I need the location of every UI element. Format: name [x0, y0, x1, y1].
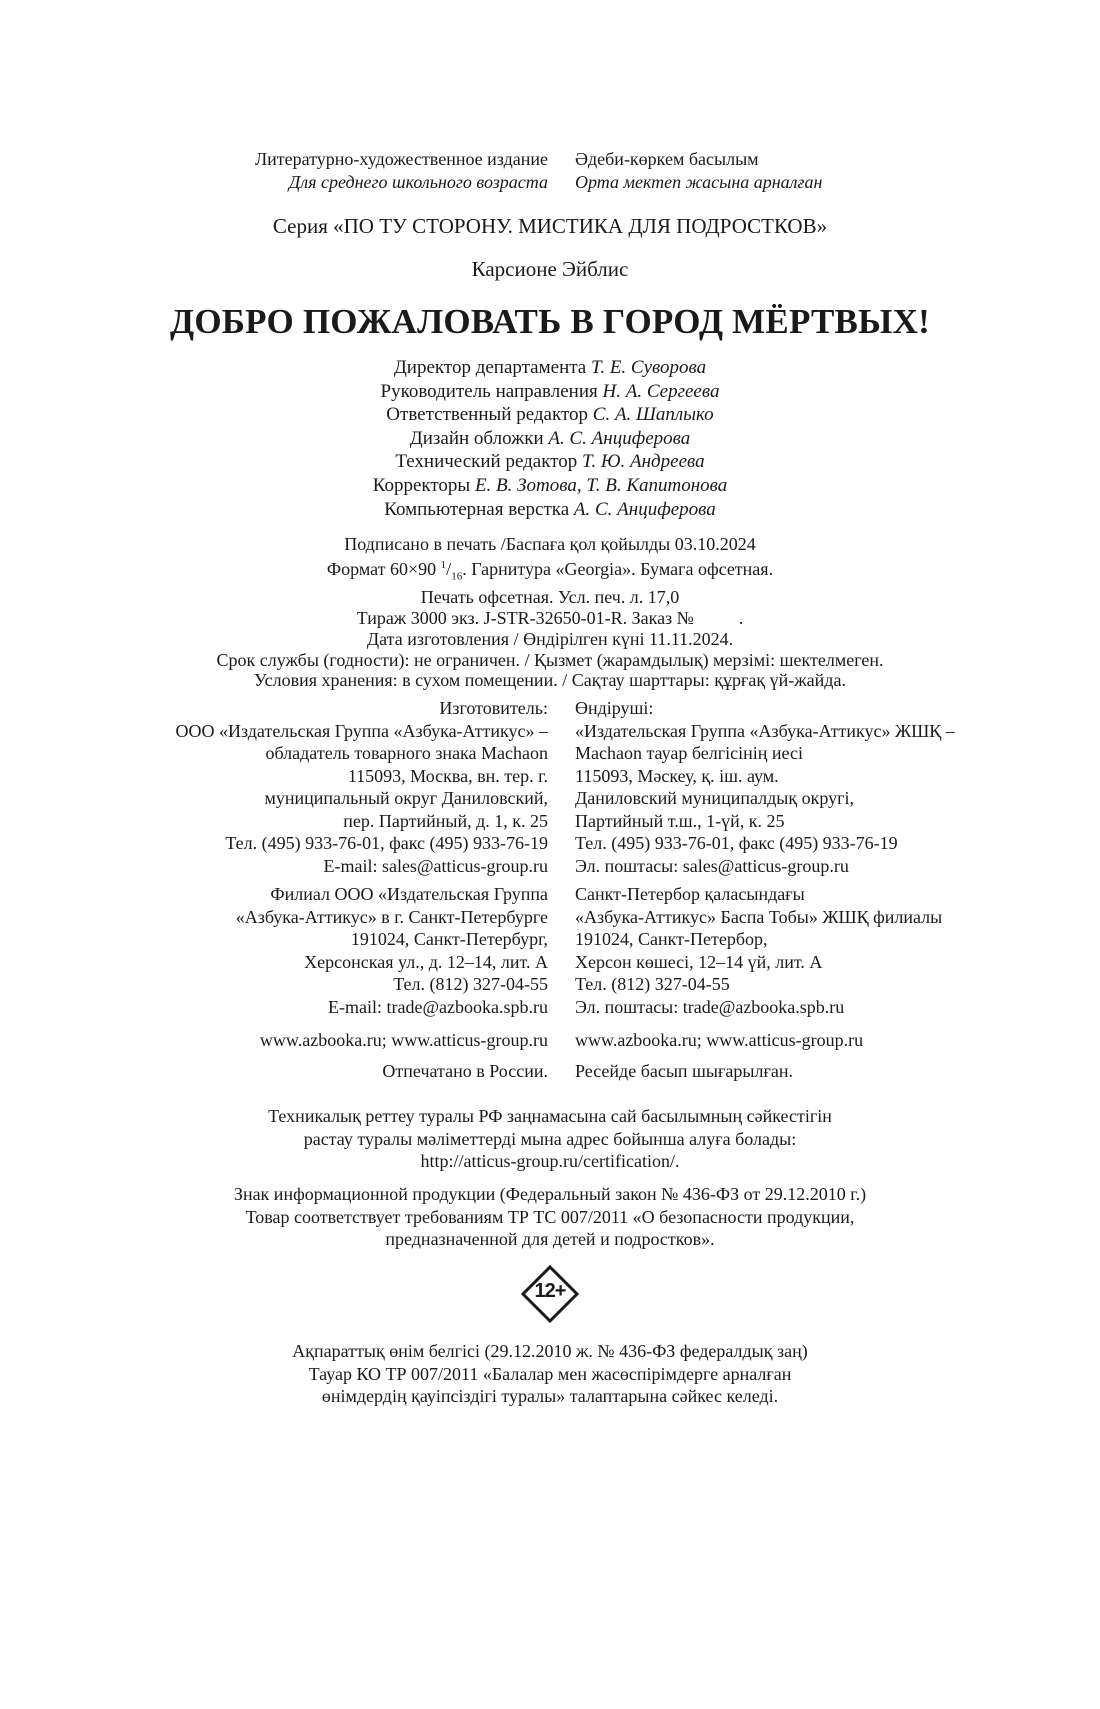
audience-kz: Орта мектеп жасына арналған: [575, 171, 823, 192]
print-info: [0, 534, 1100, 691]
text-line: Даниловский муниципалдық округі,: [575, 788, 854, 808]
text-line: Ресейде басып шығарылған.: [575, 1061, 793, 1081]
text-line: обладатель товарного знака Machaon: [265, 743, 548, 763]
text-line: Е. В. Зотова, Т. В. Капитонова: [474, 474, 728, 496]
column-row: [0, 787, 1100, 810]
text-line: Херсонская ул., д. 12–14, лит. А: [304, 951, 548, 972]
text-line: растау туралы мәліметтерді мына адрес бойынша алуға болады:: [303, 1128, 797, 1149]
circulation-line: Тираж 3000 экз. J-STR-32650-01-R. Заказ № .: [356, 607, 744, 628]
text-line: Технический редактор: [395, 451, 583, 473]
column-row: [0, 996, 1100, 1019]
text-line: Эл. поштасы: trade@azbooka.spb.ru: [575, 996, 845, 1017]
text-line: «Азбука-Аттикус» в г. Санкт-Петербурге: [235, 906, 548, 927]
text-line: Т. Ю. Андреева: [582, 451, 705, 473]
manufacturer-block: [0, 697, 1100, 877]
storage-conditions: Условия хранения: в сухом помещении. / Сақтау шарттары: құрғақ үй-жайда.: [254, 670, 846, 691]
edition-type-kz: Әдеби-көркем басылым: [575, 149, 759, 169]
text-line: Ответственный редактор: [386, 404, 593, 426]
text-line: Т. Е. Суворова: [590, 357, 707, 378]
signed-date: Подписано в печать /Баспаға қол қойылды 03.10.2024: [344, 534, 756, 554]
credit-line: [0, 403, 1100, 427]
column-row: [0, 148, 1100, 171]
text-line: «Азбука-Аттикус» Баспа Тобы» ЖШҚ филиалы: [575, 906, 943, 927]
certification-url[interactable]: http://atticus-group.ru/certification/.: [420, 1151, 680, 1171]
text-line: предназначенной для детей и подростков».: [385, 1229, 715, 1249]
edition-header: [0, 148, 1100, 193]
column-row: [0, 720, 1100, 743]
credit-line: [0, 474, 1100, 498]
text-line: 115093, Мәскеу, қ. іш. аум.: [575, 765, 779, 786]
website-link[interactable]: www.azbooka.ru; www.atticus-group.ru: [259, 1030, 548, 1050]
text-line: 16: [451, 570, 463, 583]
text-line: Формат 60×90: [326, 558, 441, 579]
manufactured-date: Дата изготовления / Өндірілген күні 11.11.2024.: [366, 628, 734, 649]
text-line: Ақпараттық өнім белгісі (29.12.2010 ж. № 436-ФЗ федералдық заң): [292, 1341, 808, 1361]
credit-line: [0, 450, 1100, 474]
text-line: Руководитель направления: [380, 380, 603, 402]
text-line: муниципальный округ Даниловский,: [264, 788, 548, 808]
website-link[interactable]: www.azbooka.ru; www.atticus-group.ru: [575, 1030, 864, 1050]
edition-type-ru: Литературно-художественное издание: [254, 149, 548, 169]
text-line: 115093, Москва, вн. тер. г.: [347, 765, 548, 786]
column-row: [0, 697, 1100, 720]
text-line: пер. Партийный, д. 1, к. 25: [343, 810, 548, 831]
text-line: Филиал ООО «Издательская Группа: [270, 884, 548, 904]
certification-note: [0, 1105, 1100, 1173]
column-row: [0, 973, 1100, 996]
info-sign-kz: [0, 1340, 1100, 1408]
text-line: Дизайн обложки: [409, 427, 549, 449]
column-row: [0, 928, 1100, 951]
info-sign-ru: [0, 1183, 1100, 1251]
text-line: Санкт-Петербор қаласындағы: [575, 884, 805, 904]
age-rating-text: 12+: [534, 1280, 566, 1302]
author-name: Карсионе Эйблис: [471, 257, 629, 281]
column-row: [0, 171, 1100, 194]
column-row: [0, 1060, 1100, 1083]
text-line: Техникалық реттеу туралы РФ заңнамасына сай басылымның сәйкестігін: [268, 1106, 832, 1126]
text-line: Тел. (812) 327-04-55: [393, 974, 548, 994]
websites: [0, 1029, 1100, 1052]
credit-line: [0, 498, 1100, 522]
column-row: [0, 742, 1100, 765]
text-line: 1: [440, 558, 447, 571]
text-line: Н. А. Сергеева: [602, 380, 720, 402]
credit-line: [0, 356, 1100, 380]
text-line: А. С. Анциферова: [573, 498, 716, 520]
text-line: . Гарнитура «Georgia». Бумага офсетная.: [462, 558, 774, 579]
text-line: Тел. (495) 933-76-01, факс (495) 933-76-19: [575, 833, 898, 853]
text-line: Компьютерная верстка: [384, 498, 574, 520]
text-line: Отпечатано в России.: [382, 1061, 548, 1081]
text-line: E-mail: sales@atticus-group.ru: [323, 855, 548, 876]
audience-ru: Для среднего школьного возраста: [288, 171, 548, 192]
series-name: Серия «ПО ТУ СТОРОНУ. МИСТИКА ДЛЯ ПОДРОСТКОВ»: [272, 214, 828, 238]
column-row: [0, 906, 1100, 929]
text-line: Өндіруші:: [575, 698, 654, 718]
credits-list: [0, 356, 1100, 521]
text-line: Знак информационной продукции (Федеральный закон № 436-ФЗ от 29.12.2010 г.): [233, 1184, 867, 1204]
printed-in: [0, 1060, 1100, 1083]
book-title: ДОБРО ПОЖАЛОВАТЬ В ГОРОД МЁРТВЫХ!: [170, 302, 930, 341]
text-line: А. С. Анциферова: [548, 427, 691, 449]
text-line: Тел. (812) 327-04-55: [575, 974, 730, 994]
column-row: [0, 765, 1100, 788]
text-line: Товар соответствует требованиям ТР ТС 007/2011 «О безопасности продукции,: [245, 1206, 855, 1227]
text-line: С. А. Шаплыко: [592, 404, 714, 426]
printing-line: Печать офсетная. Усл. печ. л. 17,0: [420, 587, 680, 608]
text-line: Machaon тауар белгісінің иесі: [575, 743, 803, 763]
text-line: Корректоры: [372, 474, 475, 496]
column-row: [0, 810, 1100, 833]
format-line: Формат 60×90 $^1/_{16}$. Гарнитура «Georgia». Бумага офсетная.: [326, 558, 774, 583]
column-row: [0, 855, 1100, 878]
text-line: Директор департамента: [393, 357, 591, 378]
text-line: ООО «Издательская Группа «Азбука-Аттикус» –: [175, 720, 548, 741]
text-line: Тауар КО ТР 007/2011 «Балалар мен жасөспірімдерге арналған: [308, 1363, 792, 1384]
text-line: Партийный т.ш., 1-үй, к. 25: [575, 810, 785, 831]
text-line: E-mail: trade@azbooka.spb.ru: [328, 996, 548, 1017]
text-line: өнімдердің қауіпсіздігі туралы» талаптарына сәйкес келеді.: [321, 1386, 779, 1406]
column-row: [0, 832, 1100, 855]
branch-block: [0, 883, 1100, 1018]
text-line: Тел. (495) 933-76-01, факс (495) 933-76-19: [225, 833, 548, 853]
text-line: 191024, Санкт-Петербург,: [350, 929, 548, 949]
credit-line: [0, 380, 1100, 404]
text-line: Херсон көшесі, 12–14 үй, лит. А: [575, 951, 823, 972]
text-line: Эл. поштасы: sales@atticus-group.ru: [575, 855, 849, 876]
credit-line: [0, 427, 1100, 451]
age-rating-badge: [521, 1265, 579, 1323]
text-line: «Издательская Группа «Азбука-Аттикус» ЖШҚ –: [575, 720, 955, 741]
shelf-life: Срок службы (годности): не ограничен. / Қызмет (жарамдылық) мерзімі: шектелмеген.: [216, 649, 884, 670]
column-row: [0, 1029, 1100, 1052]
text-line: 191024, Санкт-Петербор,: [575, 929, 768, 949]
column-row: [0, 883, 1100, 906]
column-row: [0, 951, 1100, 974]
text-line: Изготовитель:: [439, 698, 548, 718]
